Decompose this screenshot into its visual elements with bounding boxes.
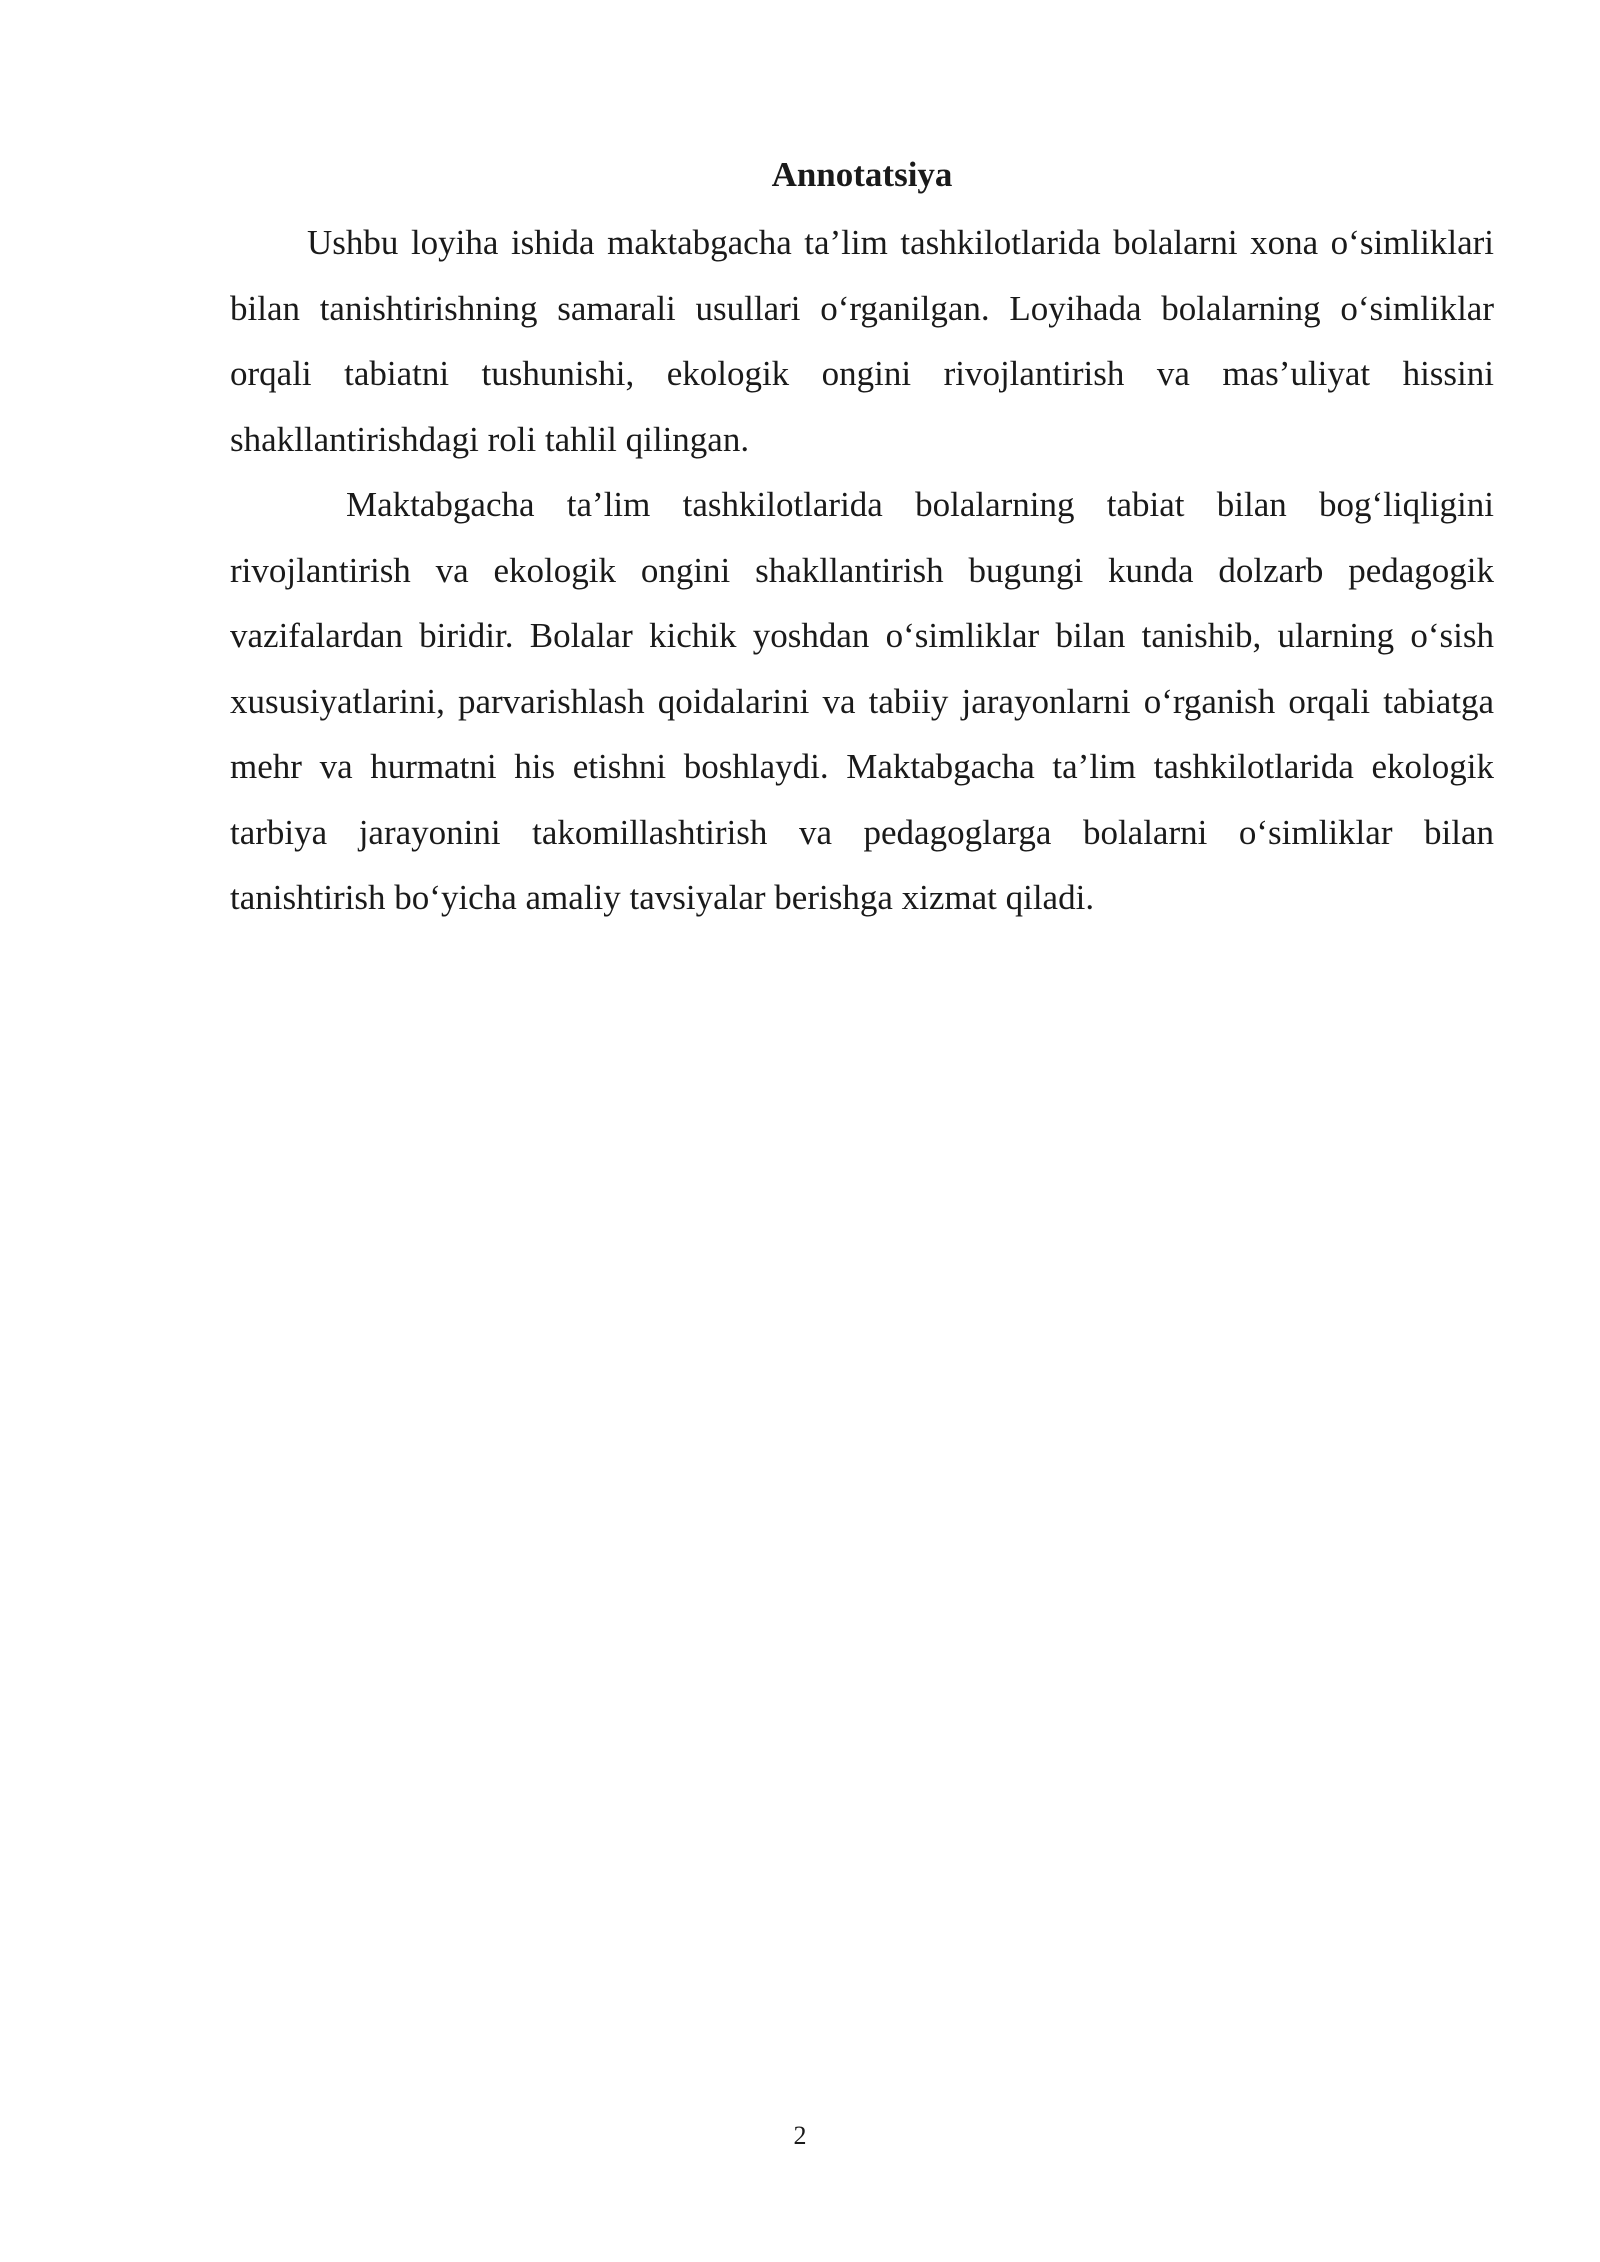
document-title: Annotatsiya [771, 155, 953, 194]
page-number: 2 [793, 2121, 807, 2150]
paragraph-1: Ushbu loyiha ishida maktabgacha ta’lim tashkilotlarida bolalarni xona o‘simliklari bilan tanishtirishning samarali usullari o‘rganilgan. Loyihada bolalarning o‘simliklar orqali tabiatni tushunishi, ekologik ongini rivojlantirish va mas’uliyat hissini shakllantirishdagi roli tahlil qilingan. [230, 223, 1494, 459]
paragraph-2: Maktabgacha ta’lim tashkilotlarida bolalarning tabiat bilan bog‘liqligini rivojlantirish va ekologik ongini shakllantirish bugungi kunda dolzarb pedagogik vazifalardan biridir. Bolalar kichik yoshdan o‘simliklar bilan tanishib, ularning o‘sish xususiyatlarini, parvarishlash qoidalarini va tabiiy jarayonlarni o‘rganish orqali tabiatga mehr va hurmatni his etishni boshlaydi. Maktabgacha ta’lim tashkilotlarida ekologik tarbiya jarayonini takomillashtirish va pedagoglarga bolalarni o‘simliklar bilan tanishtirish bo‘yicha amaliy tavsiyalar berishga xizmat qiladi. [230, 485, 1494, 917]
page-content [230, 150, 1494, 931]
